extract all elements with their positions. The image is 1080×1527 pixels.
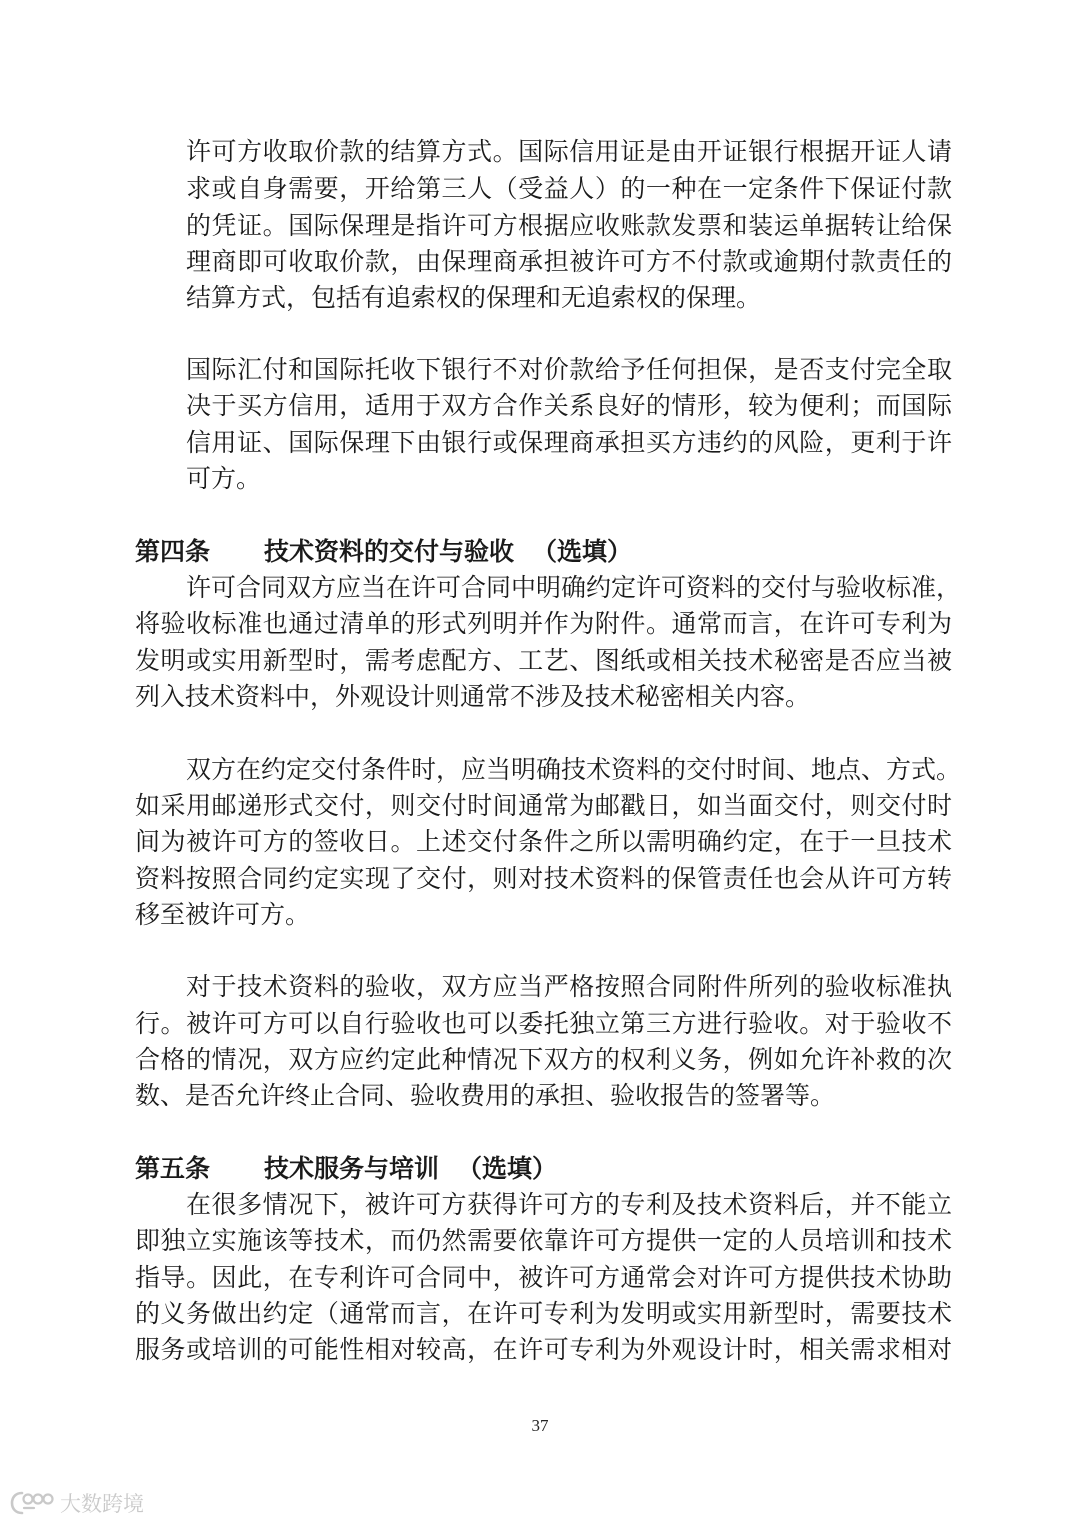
paragraph-line: 列入技术资料中，外观设计则通常不涉及技术秘密相关内容。	[135, 682, 811, 711]
paragraph-line: 资料按照合同约定实现了交付，则对技术资料的保管责任也会从许可方转	[135, 864, 952, 893]
article-note: （选填）	[457, 1154, 558, 1183]
paragraph-line: 许可方收取价款的结算方式。国际信用证是由开证银行根据开证人请	[186, 137, 952, 166]
paragraph-line: 的凭证。国际保理是指许可方根据应收账款发票和装运单据转让给保	[186, 211, 952, 240]
watermark	[10, 1488, 144, 1518]
page-number: 37	[531, 1416, 549, 1435]
paragraph-line: 指导。因此，在专利许可合同中，被许可方通常会对许可方提供技术协助	[135, 1263, 952, 1292]
paragraph-line: 可方。	[186, 464, 262, 493]
paragraph-line: 双方在约定交付条件时，应当明确技术资料的交付时间、地点、方式。	[186, 755, 962, 784]
paragraph-line: 数、是否允许终止合同、验收费用的承担、验收报告的签署等。	[135, 1081, 836, 1110]
article-number: 第四条	[135, 537, 211, 566]
brand-logo-icon	[10, 1490, 54, 1516]
watermark-text: 大数跨境	[60, 1492, 144, 1516]
paragraph-line: 如采用邮递形式交付，则交付时间通常为邮戳日，如当面交付，则交付时	[135, 791, 952, 820]
paragraph-line: 服务或培训的可能性相对较高，在许可专利为外观设计时，相关需求相对	[135, 1335, 952, 1364]
article-note: （选填）	[532, 537, 633, 566]
paragraph-line: 的义务做出约定（通常而言，在许可专利为发明或实用新型时，需要技术	[135, 1299, 952, 1328]
article-title: 技术资料的交付与验收	[264, 537, 515, 566]
paragraph-line: 决于买方信用，适用于双方合作关系良好的情形，较为便利；而国际	[186, 391, 952, 420]
article-number: 第五条	[135, 1154, 211, 1183]
paragraph-line: 对于技术资料的验收，双方应当严格按照合同附件所列的验收标准执	[186, 972, 952, 1001]
paragraph-line: 即独立实施该等技术，而仍然需要依靠许可方提供一定的人员培训和技术	[135, 1226, 952, 1255]
article-heading	[135, 533, 632, 571]
article-title: 技术服务与培训	[264, 1154, 440, 1183]
paragraph-line: 发明或实用新型时，需考虑配方、工艺、图纸或相关技术秘密是否应当被	[135, 646, 952, 675]
paragraph-line: 许可合同双方应当在许可合同中明确约定许可资料的交付与验收标准，	[186, 573, 962, 602]
paragraph-line: 信用证、国际保理下由银行或保理商承担买方违约的风险，更利于许	[186, 428, 952, 457]
paragraph-line: 行。被许可方可以自行验收也可以委托独立第三方进行验收。对于验收不	[135, 1009, 952, 1038]
paragraph-line: 在很多情况下，被许可方获得许可方的专利及技术资料后，并不能立	[186, 1190, 952, 1219]
paragraph-line: 间为被许可方的签收日。上述交付条件之所以需明确约定，在于一旦技术	[135, 827, 952, 856]
paragraph-line: 合格的情况，双方应约定此种情况下双方的权利义务，例如允许补救的次	[135, 1045, 952, 1074]
paragraph-line: 移至被许可方。	[135, 900, 311, 929]
paragraph-line: 结算方式，包括有追索权的保理和无追索权的保理。	[186, 283, 762, 312]
paragraph-line: 将验收标准也通过清单的形式列明并作为附件。通常而言，在许可专利为	[135, 609, 952, 638]
article-heading	[135, 1150, 557, 1188]
paragraph-line: 理商即可收取价款，由保理商承担被许可方不付款或逾期付款责任的	[186, 247, 952, 276]
paragraph-line: 求或自身需要，开给第三人（受益人）的一种在一定条件下保证付款	[186, 174, 952, 203]
paragraph-line: 国际汇付和国际托收下银行不对价款给予任何担保，是否支付完全取	[186, 355, 952, 384]
